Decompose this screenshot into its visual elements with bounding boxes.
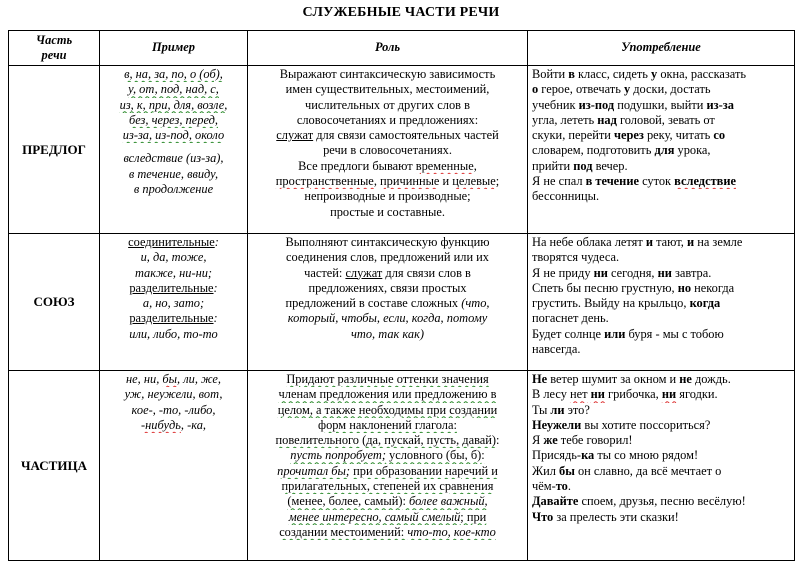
role-text: для связи самостоятельных частей	[313, 128, 499, 143]
soyuz-ex-line: также, ни-ни;	[134, 265, 213, 280]
role-text: временные	[415, 158, 474, 173]
predlog-ex-line: из-за, из-под, около	[122, 128, 225, 143]
role-line: предложений в составе сложных (что,	[285, 296, 490, 311]
chastica-ex-line: кое-, -то, -либо,	[131, 402, 216, 417]
role-line: прочитал бы; при образовании наречий и	[277, 463, 498, 478]
predlog-ex-line: из, к, при, для, возле,	[119, 97, 228, 112]
usage-line: Ты ли это?	[532, 402, 590, 417]
soyuz-ex-line: разделительные:	[129, 280, 218, 295]
role-line: словосочетаниях и предложениях:	[296, 112, 479, 127]
soyuz-name: СОЮЗ	[9, 234, 100, 371]
role-line: что, так как)	[350, 326, 425, 341]
usage-line: словарем, подготовить для урока,	[532, 143, 711, 158]
usage-line: творятся чудеса.	[532, 250, 620, 265]
usage-line: бессонницы.	[532, 189, 600, 204]
usage-line: Присядь-ка ты со мною рядом!	[532, 448, 699, 463]
row-predlog	[9, 66, 795, 234]
chastica-examples	[100, 371, 248, 561]
usage-line: Что за прелесть эти сказки!	[532, 509, 679, 524]
soyuz-ex-line: и, да, тоже,	[140, 250, 207, 265]
usage-line: Жил бы он славно, да всё мечтает о	[532, 463, 722, 478]
soyuz-ex-line: разделительные:	[129, 311, 218, 326]
role-text: целевые	[452, 174, 496, 189]
usage-line: Я не спал в течение суток вследствие	[532, 174, 736, 189]
chastica-role	[248, 371, 528, 561]
chastica-usage	[528, 371, 795, 561]
role-line: членам предложения или предложению в	[278, 387, 497, 402]
role-line: Выражают синтаксическую зависимость	[279, 67, 496, 81]
role-line: имен существительных, местоимений,	[285, 82, 490, 97]
soyuz-ex-line: или, либо, то-то	[129, 326, 218, 341]
usage-line: Не ветер шумит за окном и не дождь.	[532, 372, 731, 386]
role-line: прилагательных, степеней их сравнения	[281, 479, 494, 494]
role-line: форм наклонений глагола:	[318, 417, 457, 432]
chastica-name: ЧАСТИЦА	[9, 371, 100, 561]
role-line: непроизводные и производные;	[304, 189, 471, 204]
row-chastica	[9, 371, 795, 561]
predlog-usage	[528, 66, 795, 234]
usage-line: учебник из-под подушки, выйти из-за	[532, 97, 734, 112]
role-line: повелительного (да, пускай, пусть, давай):	[275, 433, 500, 448]
role-text: ;	[495, 174, 500, 189]
predlog-examples	[100, 66, 248, 234]
row-soyuz	[9, 234, 795, 371]
usage-line: угла, лететь над головой, зевать от	[532, 112, 715, 127]
predlog-ex-line: в течение, ввиду,	[128, 166, 219, 181]
predlog-ex-line: вследствие (из-за),	[123, 151, 224, 166]
page-title: СЛУЖЕБНЫЕ ЧАСТИ РЕЧИ	[302, 5, 500, 20]
header-part-line1: Часть	[35, 32, 73, 47]
header-example: Пример	[100, 31, 248, 66]
role-text: пространственные	[275, 174, 374, 189]
usage-line: На небе облака летят и тают, и на земле	[532, 235, 743, 249]
role-text: Все предлоги бывают	[298, 158, 416, 173]
usage-line: прийти под вечер.	[532, 158, 628, 173]
predlog-ex-line: в продолжение	[133, 182, 214, 197]
role-line: Придают различные оттенки значения	[286, 372, 489, 386]
role-text: и	[439, 174, 453, 189]
chastica-ex-line: не, ни, бы, ли, же,	[126, 372, 221, 386]
usage-line: скуки, перейти через реку, читать со	[532, 128, 726, 143]
role-text: причинные	[380, 174, 440, 189]
role-line: речи в словосочетаниях.	[323, 143, 452, 158]
usage-line: В лесу нет ни грибочка, ни ягодки.	[532, 387, 718, 402]
predlog-ex-line: в, на, за, по, о (об),	[124, 67, 223, 81]
usage-line: погаснет день.	[532, 311, 609, 326]
header-usage: Употребление	[528, 31, 795, 66]
role-text: ,	[473, 158, 477, 173]
role-line	[252, 128, 523, 143]
role-line: Выполняют синтаксическую функцию	[285, 235, 490, 249]
role-line: (менее, более, самый): более важный,	[287, 494, 488, 509]
predlog-name: ПРЕДЛОГ	[9, 66, 100, 234]
usage-line: Войти в класс, сидеть у окна, рассказать	[532, 67, 747, 81]
usage-line: грустить. Выйду на крыльцо, когда	[532, 296, 721, 311]
soyuz-role	[248, 234, 528, 371]
usage-line: Я же тебе говорил!	[532, 433, 633, 448]
role-line	[252, 159, 523, 174]
usage-line: о герое, отвечать у доски, достать	[532, 82, 711, 97]
predlog-ex-line: у, от, под, над, с,	[128, 82, 219, 97]
header-role: Роль	[248, 31, 528, 66]
predlog-ex-line: без, через, перед,	[128, 112, 218, 127]
parts-of-speech-table	[8, 30, 795, 561]
role-line: предложениях, связи простых	[308, 280, 467, 295]
soyuz-examples	[100, 234, 248, 371]
role-line: целом, а также необходимы при создании	[277, 402, 498, 417]
header-part	[9, 31, 100, 66]
usage-line: навсегда.	[532, 342, 581, 357]
usage-line: Давайте споем, друзья, песню весёлую!	[532, 494, 746, 509]
role-line: частей: служат для связи слов в	[304, 265, 471, 280]
soyuz-usage	[528, 234, 795, 371]
role-line: числительных от других слов в	[305, 97, 470, 112]
usage-line: Неужели вы хотите поссориться?	[532, 417, 711, 432]
chastica-ex-line: уж, неужели, вот,	[124, 387, 223, 402]
header-row	[9, 31, 795, 66]
soyuz-ex-line: а, но, зато;	[142, 296, 205, 311]
role-line: который, чтобы, если, когда, потому	[287, 311, 488, 326]
role-line	[252, 174, 523, 189]
role-line: соединения слов, предложений или их	[285, 250, 490, 265]
usage-line: Я не приду ни сегодня, ни завтра.	[532, 265, 712, 280]
role-line: простые и составные.	[330, 204, 445, 219]
usage-line: чём-то.	[532, 479, 571, 494]
role-text: ,	[373, 174, 381, 189]
role-line: пусть попробует; условного (бы, б):	[290, 448, 485, 463]
usage-line: Спеть бы песню грустную, но некогда	[532, 280, 735, 295]
chastica-ex-line: -нибудь, -ка,	[140, 417, 207, 432]
role-text: служат	[276, 128, 314, 143]
role-line: создании местоимений: что-то, кое-кто	[279, 524, 496, 539]
predlog-role	[248, 66, 528, 234]
soyuz-ex-line: соединительные:	[128, 235, 219, 249]
role-line: менее интересно, самый смелый; при	[288, 509, 487, 524]
header-part-line2: речи	[41, 48, 67, 62]
usage-line: Будет солнце или буря - мы с тобою	[532, 326, 724, 341]
